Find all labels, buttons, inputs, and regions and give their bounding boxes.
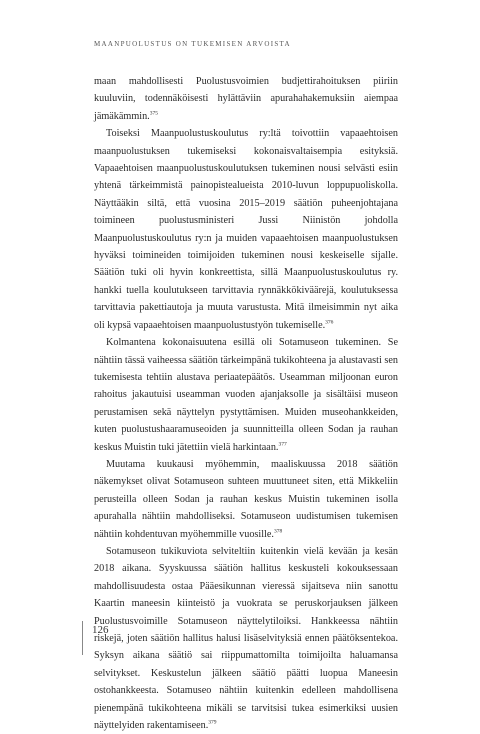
paragraph-4: [94, 456, 398, 543]
footnote-ref: 378: [273, 528, 283, 535]
footnote-ref: 377: [278, 441, 287, 448]
body-text: [94, 73, 398, 734]
folio-rule: [82, 621, 83, 655]
footnote-ref: 379: [208, 719, 217, 726]
paragraph-text: maan mahdollisesti Puolustusvoimien budjettirahoituksen piiriin kuuluviin, todennäköisesti hylättäviin apurahahakemuksiin aiempaa jämäkämmin.: [94, 76, 398, 122]
running-header: MAANPUOLUSTUS ON TUKEMISEN ARVOISTA: [94, 40, 291, 48]
page-number: 126: [92, 624, 109, 636]
paragraph-2: [94, 125, 398, 334]
paragraph-3: [94, 334, 398, 456]
paragraph-text: Sotamuseon tukikuviota selviteltiin kuitenkin vielä kevään ja kesän 2018 aikana. Syyskuussa säätiön hallitus keskusteli kokouksessaan mahdollisuudesta ostaa Pääesikunnan vieressä sijaitseva niin sanottu Kaartin maneesin kiinteistö ja vuokrata se peruskorjauksen jälkeen Puolustusvoimille Sotamuseon näyttelytiloiksi. Hankkeessa nähtiin riskejä, joten säätiön hallitus halusi lisäselvityksiä ennen päätöksentekoa. Syksyn aikana säätiö sai riippumattomilta toimijoilta haluamansa selvitykset. Keskustelun jälkeen säätiö päätti luopua Maneesin ostohankkeesta. Sotamuseo nähtiin kuitenkin edelleen mahdollisena pienempänä tukikohteena mikäli se tarvitsisi tukea esimerkiksi uusien näyttelyiden rakentamiseen.: [94, 545, 398, 732]
paragraph-text: Toiseksi Maanpuolustuskoulutus ry:ltä toivottiin vapaaehtoisen maanpuolustuksen tukemiseksi kokonaisvaltaisempia esityksiä. Vapaaehtoisen maanpuolustuskoulutuksen tukeminen nousi selvästi esiin yhtenä tärkeimmistä painopistealueista 2010-luvun loppupuoliskolla. Näyttääkin siltä, että vuosina 2015–2019 säätiön puheenjohtajana toimineen puolustusministeri Jussi Niinistön johdolla Maanpuolustuskoulutus ry:n ja muiden vapaaehtoisen maanpuolustuksen hyväksi toimineiden toimijoiden tukeminen nousi keskeiselle sijalle. Säätiön tuki oli hyvin konkreettista, sillä Maanpuolustuskoulutus ry. hankki tuella koulutukseen tarvittavia rynnäkkökiväärejä, koulutuksessa tarvittavia pakettiautoja ja muuta varustusta. Mitä ilmeisimmin nyt aika oli kypsä vapaaehtoisen maanpuolustustyön tukemiselle.: [94, 128, 398, 331]
paragraph-5: [94, 543, 398, 734]
footnote-ref: 375: [149, 110, 158, 117]
paragraph-text: Muutama kuukausi myöhemmin, maaliskuussa 2018 säätiön näkemykset olivat Sotamuseon suhteen muuttuneet siten, että Mikkeliin perusteilla olleen Sodan ja rauhan keskus Muistin tukeminen isolla apurahalla nähtiin mahdolliseksi. Sotamuseon uudistumisen tukemisen nähtiin kohdentuvan myöhemmille vuosille.: [94, 458, 398, 540]
footnote-ref: 376: [325, 319, 334, 326]
paragraph-text: Kolmantena kokonaisuutena esillä oli Sotamuseon tukeminen. Se nähtiin tässä vaiheessa säätiön tärkeimpänä tukikohteena ja alustavasti sen tukemisesta tehtiin alustava periaatepäätös. Useamman miljoonan euron rahoitus jakautuisi useamman vuoden ajanjaksolle ja sisältäisi museon perustamisen sekä näyttelyn pystyttämisen. Muiden museohankkeiden, kuten puolustushaaramuseoiden ja suunnitteilla olleen Sodan ja rauhan keskus Muistin tuki jätettiin vielä harkintaan.: [94, 337, 398, 453]
paragraph-1: [94, 73, 398, 125]
